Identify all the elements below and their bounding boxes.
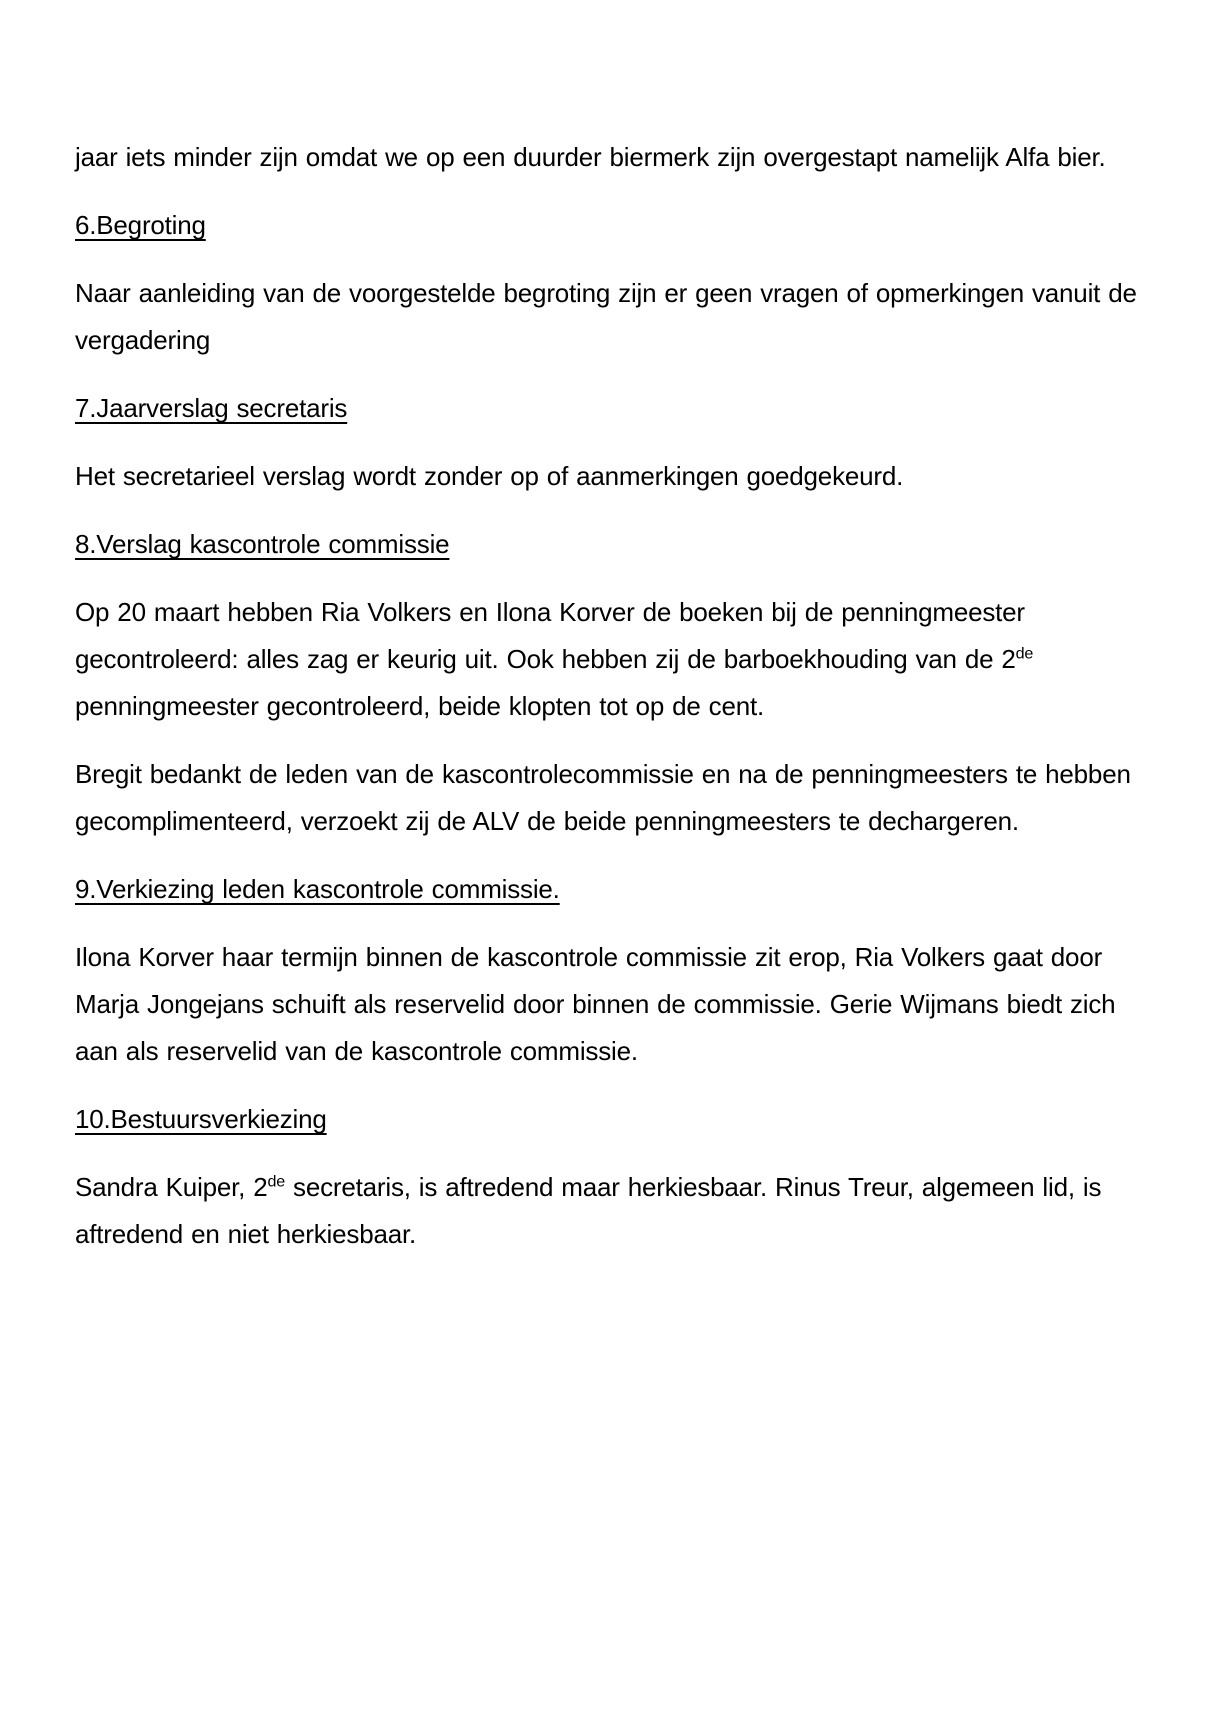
heading-7-jaarverslag-secretaris	[75, 385, 1145, 432]
text-run: Naar aanleiding van de voorgestelde begroting zijn er geen vragen of opmerkingen vanuit de vergadering	[75, 278, 1137, 355]
text-run: Het secretarieel verslag wordt zonder op of aanmerkingen goedgekeurd.	[75, 461, 904, 491]
text-run: 7.Jaarverslag secretaris	[75, 393, 348, 423]
paragraph-decharge	[75, 751, 1145, 845]
paragraph-verkiezing-kascontrole	[75, 934, 1145, 1075]
superscript-run: de	[267, 1172, 286, 1191]
paragraph-kascontrole-verslag	[75, 589, 1145, 730]
text-run: Sandra Kuiper, 2	[75, 1172, 268, 1202]
paragraph-begroting	[75, 270, 1145, 364]
text-run: Op 20 maart hebben Ria Volkers en Ilona Korver de boeken bij de penningmeester gecontroleerd: alles zag er keurig uit. Ook hebben zij de barboekhouding van de 2	[75, 597, 1025, 674]
heading-6-begroting	[75, 202, 1145, 249]
text-run: penningmeester gecontroleerd, beide klopten tot op de cent.	[75, 691, 765, 721]
text-run: jaar iets minder zijn omdat we op een duurder biermerk zijn overgestapt namelijk Alfa bier.	[75, 142, 1106, 172]
superscript-run: de	[1015, 644, 1034, 663]
heading-8-verslag-kascontrole-commissie	[75, 521, 1145, 568]
text-run: Bregit bedankt de leden van de kascontrolecommissie en na de penningmeesters te hebben gecomplimenteerd, verzoekt zij de ALV de beide penningmeesters te dechargeren.	[75, 759, 1131, 836]
text-run: 6.Begroting	[75, 210, 206, 240]
text-run: 10.Bestuursverkiezing	[75, 1104, 327, 1134]
text-run: 8.Verslag kascontrole commissie	[75, 529, 450, 559]
text-run: Ilona Korver haar termijn binnen de kascontrole commissie zit erop, Ria Volkers gaat door Marja Jongejans schuift als reservelid door binnen de commissie. Gerie Wijmans biedt zich aan als reservelid van de kascontrole commissie.	[75, 942, 1116, 1066]
paragraph-bestuursverkiezing	[75, 1164, 1145, 1258]
text-run: secretaris, is aftredend maar herkiesbaar. Rinus Treur, algemeen lid, is aftredend en niet herkiesbaar.	[75, 1172, 1102, 1249]
paragraph-secretarieel-verslag	[75, 453, 1145, 500]
heading-10-bestuursverkiezing	[75, 1096, 1145, 1143]
paragraph-alfa-bier	[75, 134, 1145, 181]
heading-9-verkiezing-leden-kascontrole-commissie	[75, 866, 1145, 913]
text-run: 9.Verkiezing leden kascontrole commissie.	[75, 874, 560, 904]
